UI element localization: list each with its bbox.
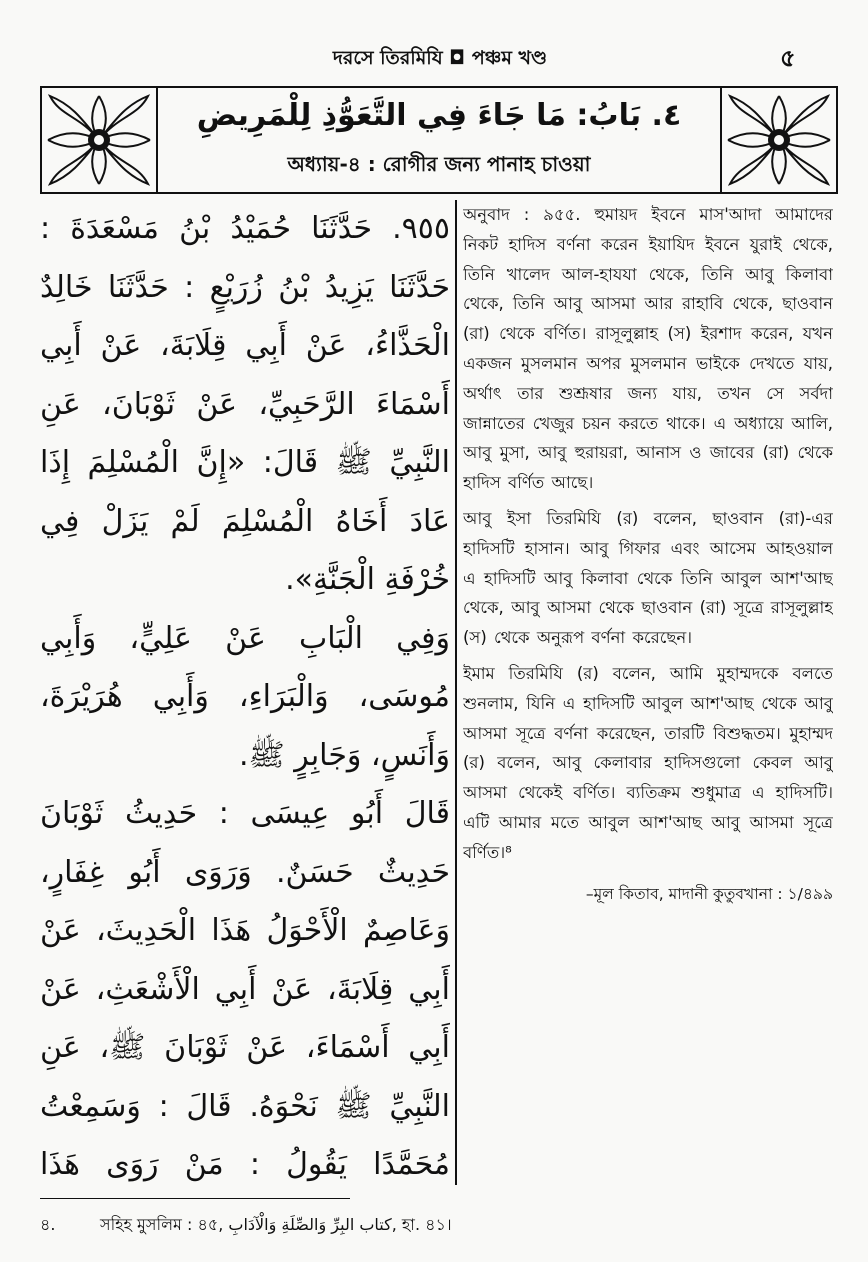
header-title: দরসে তিরমিযি ◘ পঞ্চম খণ্ড [332,47,548,69]
bengali-paragraph-translation: অনুবাদ : ৯৫৫. হুমায়দ ইবনে মাস'আদা আমাদের নিকট হাদিস বর্ণনা করেন ইয়াযিদ ইবনে যুরাই থেকে, তিনি খালেদ আল-হাযযা থেকে, তিনি আবু কিলাবা থেকে, তিনি আবু আসমা আর রাহাবি থেকে, ছাওবান (রা) থেকে বর্ণিত। রাসূলুল্লাহ (স) ইরশাদ করেন, যখন একজন মুসলমান অপর মুসলমান ভাইকে দেখতে যায়, অর্থাৎ তার শুশ্রূষার জন্য যায়, তখন সে সর্বদা জান্নাতের খেজুর চয়ন করতে থাকে। এ অধ্যায়ে আলি, আবু মুসা, আবু হুরায়রা, আনাস ও জাবের (রা) থেকে হাদিস বর্ণিত আছে। [463,205,833,493]
chapter-banner [40,86,838,194]
source-citation: –মূল কিতাব, মাদানী কুতুবখানা : ১/৪৯৯ [585,884,833,903]
arabic-hadith-column [40,200,450,1185]
chapter-title-arabic: ٤. بَابُ: مَا جَاءَ فِي التَّعَوُّذِ لِلْمَرِيضِ [196,98,682,133]
arabic-paragraph-chapter-narrators: وَفِي الْبَابِ عَنْ عَلِيٍّ، وَأَبِي مُوسَى، وَالْبَرَاءِ، وَأَبِي هُرَيْرَةَ، وَأَنَسٍ، وَجَابِرٍ ﷺ. [40,620,450,773]
arabic-paragraph-hadith: ٩٥٥. حَدَّثَنَا حُمَيْدُ بْنُ مَسْعَدَةَ : حَدَّثَنَا يَزِيدُ بْنُ زُرَيْعٍ : حَدَّثَنَا خَالِدٌ الْحَذَّاءُ، عَنْ أَبِي قِلَابَةَ، عَنْ أَبِي أَسْمَاءَ الرَّحَبِيِّ، عَنْ ثَوْبَانَ، عَنِ النَّبِيِّ ﷺ قَالَ: «إِنَّ الْمُسْلِمَ إِذَا عَادَ أَخَاهُ الْمُسْلِمَ لَمْ يَزَلْ فِي خُرْفَةِ الْجَنَّةِ». [40,211,450,597]
running-header [0,0,868,80]
bengali-paragraph-grading: আবু ইসা তিরমিযি (র) বলেন, ছাওবান (রা)-এর হাদিসটি হাসান। আবু গিফার এবং আসেম আহওয়াল এ হাদিসটি আবু কিলাবা থেকে তিনি আবুল আশ'আছ থেকে, আবু আসমা থেকে ছাওবান (রা) সূত্রে রাসূলুল্লাহ (স) থেকে অনুরূপ বর্ণনা করেছেন। [463,508,833,648]
footnote-text: সহিহ মুসলিম : ৪৫, كتاب البِرِّ وَالصِّلَةِ وَالْآدَابِ, হা. ৪১। [100,1215,452,1234]
column-divider [455,200,457,1185]
bengali-translation-column [463,200,833,1185]
footnote-marker: ৪. [40,1215,56,1234]
floral-ornament-left-icon [40,86,158,194]
footnote [40,1212,820,1239]
floral-ornament-right-icon [720,86,838,194]
footnote-rule [40,1198,350,1199]
bengali-paragraph-imam-comment: ইমাম তিরমিযি (র) বলেন, আমি মুহাম্মদকে বলতে শুনলাম, যিনি এ হাদিসটি আবুল আশ'আছ থেকে আবু আসমা সূত্রে বর্ণনা করেছেন, তারটি বিশুদ্ধতম। মুহাম্মদ (র) বলেন, আবু কেলাবার হাদিসগুলো কেবল আবু আসমা থেকেই বর্ণিত। ব্যতিক্রম শুধুমাত্র এ হাদিসটি। এটি আমার মতে আবুল আশ'আছ আবু আসমা সূত্রে বর্ণিত।⁸ [463,663,833,862]
arabic-paragraph-commentary: قَالَ أَبُو عِيسَى : حَدِيثُ ثَوْبَانَ حَدِيثٌ حَسَنٌ. وَرَوَى أَبُو غِفَارٍ، وَعَاصِمٌ الْأَحْوَلُ هَذَا الْحَدِيثَ، عَنْ أَبِي قِلَابَةَ، عَنْ أَبِي الْأَشْعَثِ، عَنْ أَبِي أَسْمَاءَ، عَنْ ثَوْبَانَ ﷺ، عَنِ النَّبِيِّ ﷺ نَحْوَهُ. قَالَ : وَسَمِعْتُ مُحَمَّدًا يَقُولُ : مَنْ رَوَى هَذَا [40,796,450,1182]
page-number: ৫ [780,44,796,72]
chapter-title-bengali: অধ্যায়-৪ : রোগীর জন্য পানাহ চাওয়া [287,152,591,176]
banner-center [158,86,720,194]
